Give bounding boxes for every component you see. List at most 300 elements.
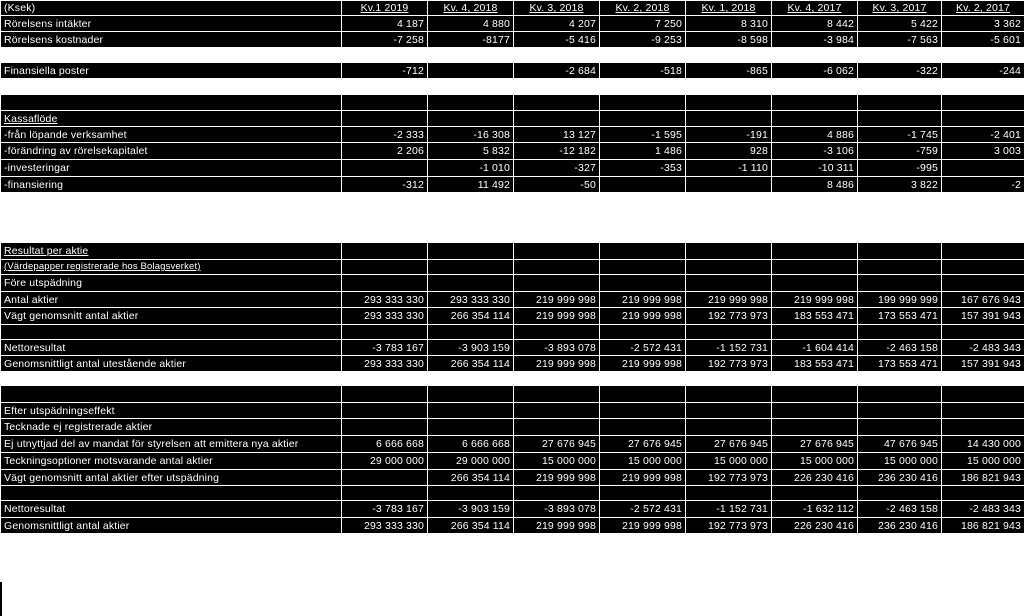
- empty-cell: [342, 95, 428, 111]
- value-cell: 15 000 000: [600, 453, 686, 470]
- empty-cell: [858, 243, 942, 260]
- value-cell: 219 999 998: [686, 292, 772, 308]
- section-title: Efter utspädningseffekt: [1, 403, 342, 419]
- empty-cell: [428, 403, 514, 419]
- empty-cell: [514, 486, 600, 501]
- value-cell: 226 230 416: [772, 518, 858, 534]
- empty-cell: [858, 419, 942, 436]
- empty-cell: [858, 325, 942, 340]
- empty-cell: [772, 386, 858, 403]
- empty-cell: [942, 95, 1024, 111]
- empty-cell: [772, 486, 858, 501]
- value-cell: 928: [686, 143, 772, 160]
- value-cell: 7 250: [600, 16, 686, 32]
- value-cell: [942, 160, 1024, 177]
- empty-cell: [1, 386, 342, 403]
- unit-label: (Ksek): [1, 1, 342, 16]
- empty-cell: [342, 403, 428, 419]
- value-cell: 266 354 114: [428, 518, 514, 534]
- empty-cell: [772, 111, 858, 127]
- period-header: Kv. 4, 2018: [428, 1, 514, 16]
- empty-cell: [858, 486, 942, 501]
- value-cell: 186 821 943: [942, 470, 1024, 486]
- value-cell: -2 463 158: [858, 501, 942, 518]
- empty-cell: [600, 486, 686, 501]
- value-cell: 236 230 416: [858, 518, 942, 534]
- value-cell: [342, 160, 428, 177]
- period-header: Kv. 2, 2017: [942, 1, 1024, 16]
- value-cell: 219 999 998: [514, 292, 600, 308]
- value-cell: -3 903 159: [428, 501, 514, 518]
- empty-cell: [686, 486, 772, 501]
- empty-cell: [514, 403, 600, 419]
- value-cell: 4 880: [428, 16, 514, 32]
- row-label: Genomsnittligt antal utestående aktier: [1, 356, 342, 372]
- spacer-cell: [514, 193, 600, 243]
- row-label: -förändring av rörelsekapitalet: [1, 143, 342, 160]
- spacer-cell: [942, 193, 1024, 243]
- value-cell: -12 182: [514, 143, 600, 160]
- spacer-cell: [942, 48, 1024, 63]
- value-cell: -3 783 167: [342, 501, 428, 518]
- spacer-cell: [858, 372, 942, 386]
- table-row: [1, 356, 1024, 372]
- value-cell: 183 553 471: [772, 356, 858, 372]
- empty-cell: [428, 486, 514, 501]
- value-cell: 293 333 330: [428, 292, 514, 308]
- empty-cell: [858, 275, 942, 292]
- empty-cell: [686, 386, 772, 403]
- empty-cell: [686, 275, 772, 292]
- value-cell: -1 152 731: [686, 501, 772, 518]
- empty-cell: [600, 111, 686, 127]
- value-cell: 226 230 416: [772, 470, 858, 486]
- spacer-cell: [342, 79, 428, 95]
- empty-cell: [600, 403, 686, 419]
- empty-cell: [772, 260, 858, 275]
- empty-cell: [686, 325, 772, 340]
- spacer-cell: [600, 372, 686, 386]
- value-cell: -995: [858, 160, 942, 177]
- section-title: Kassaflöde: [1, 111, 342, 127]
- value-cell: 3 362: [942, 16, 1024, 32]
- spacer-cell: [342, 48, 428, 63]
- value-cell: 219 999 998: [600, 356, 686, 372]
- empty-cell: [600, 260, 686, 275]
- spacer-row: [1, 48, 1024, 63]
- value-cell: 4 187: [342, 16, 428, 32]
- table-row: [1, 308, 1024, 325]
- empty-cell: [514, 243, 600, 260]
- spacer-cell: [342, 372, 428, 386]
- empty-cell: [686, 260, 772, 275]
- empty-cell: [514, 386, 600, 403]
- empty-cell: [428, 419, 514, 436]
- spacer-cell: [1, 372, 342, 386]
- table-row: [1, 127, 1024, 143]
- spacer-cell: [942, 372, 1024, 386]
- value-cell: 15 000 000: [772, 453, 858, 470]
- value-cell: 11 492: [428, 177, 514, 193]
- empty-cell: [942, 275, 1024, 292]
- value-cell: -1 632 112: [772, 501, 858, 518]
- spacer-row: [1, 372, 1024, 386]
- row-label: -finansiering: [1, 177, 342, 193]
- value-cell: 1 486: [600, 143, 686, 160]
- value-cell: -6 062: [772, 63, 858, 79]
- spacer-cell: [772, 372, 858, 386]
- value-cell: -3 893 078: [514, 501, 600, 518]
- value-cell: 3 003: [942, 143, 1024, 160]
- header-row: [1, 1, 1024, 16]
- empty-cell: [600, 243, 686, 260]
- empty-cell: [514, 275, 600, 292]
- period-header: Kv. 3, 2017: [858, 1, 942, 16]
- table-row: [1, 470, 1024, 486]
- value-cell: [428, 63, 514, 79]
- table-row: [1, 160, 1024, 177]
- empty-cell: [428, 111, 514, 127]
- empty-cell: [942, 403, 1024, 419]
- empty-cell: [600, 95, 686, 111]
- value-cell: -7 563: [858, 32, 942, 48]
- empty-cell: [686, 111, 772, 127]
- empty-row: [1, 95, 1024, 111]
- value-cell: 15 000 000: [942, 453, 1024, 470]
- value-cell: -8 598: [686, 32, 772, 48]
- value-cell: -759: [858, 143, 942, 160]
- row-label: Finansiella poster: [1, 63, 342, 79]
- spacer-cell: [858, 79, 942, 95]
- value-cell: 183 553 471: [772, 308, 858, 325]
- empty-cell: [514, 419, 600, 436]
- value-cell: -1 745: [858, 127, 942, 143]
- empty-cell: [428, 386, 514, 403]
- empty-cell: [686, 403, 772, 419]
- period-header: Kv. 3, 2018: [514, 1, 600, 16]
- value-cell: 6 666 668: [428, 436, 514, 453]
- empty-cell: [428, 260, 514, 275]
- value-cell: -5 416: [514, 32, 600, 48]
- value-cell: 199 999 999: [858, 292, 942, 308]
- value-cell: 5 422: [858, 16, 942, 32]
- value-cell: -2 572 431: [600, 340, 686, 356]
- value-cell: [600, 177, 686, 193]
- value-cell: 8 442: [772, 16, 858, 32]
- value-cell: -2 401: [942, 127, 1024, 143]
- row-label: -investeringar: [1, 160, 342, 177]
- row-label: Nettoresultat: [1, 501, 342, 518]
- spacer-cell: [1, 193, 342, 243]
- period-header: Kv. 1, 2018: [686, 1, 772, 16]
- value-cell: 219 999 998: [514, 308, 600, 325]
- value-cell: -327: [514, 160, 600, 177]
- spacer-cell: [858, 48, 942, 63]
- spacer-cell: [342, 193, 428, 243]
- spacer-row: [1, 79, 1024, 95]
- empty-cell: [342, 260, 428, 275]
- value-cell: 293 333 330: [342, 356, 428, 372]
- spacer-cell: [686, 372, 772, 386]
- value-cell: -3 903 159: [428, 340, 514, 356]
- row-label: Vägt genomsnitt antal aktier: [1, 308, 342, 325]
- spacer-cell: [514, 48, 600, 63]
- spacer-cell: [600, 48, 686, 63]
- value-cell: -3 893 078: [514, 340, 600, 356]
- table-row: [1, 32, 1024, 48]
- spacer-cell: [514, 79, 600, 95]
- section-title: Resultat per aktie: [1, 243, 342, 260]
- value-cell: 219 999 998: [600, 518, 686, 534]
- value-cell: -7 258: [342, 32, 428, 48]
- empty-cell: [686, 95, 772, 111]
- empty-cell: [342, 486, 428, 501]
- value-cell: -322: [858, 63, 942, 79]
- value-cell: 27 676 945: [772, 436, 858, 453]
- section-title: (Värdepapper registrerade hos Bolagsverket): [1, 260, 342, 275]
- section-title-row: [1, 243, 1024, 260]
- empty-cell: [342, 243, 428, 260]
- empty-cell: [858, 111, 942, 127]
- value-cell: -1 595: [600, 127, 686, 143]
- value-cell: 15 000 000: [514, 453, 600, 470]
- value-cell: 5 832: [428, 143, 514, 160]
- empty-cell: [942, 486, 1024, 501]
- empty-cell: [772, 95, 858, 111]
- spacer-cell: [514, 372, 600, 386]
- value-cell: 47 676 945: [858, 436, 942, 453]
- value-cell: -865: [686, 63, 772, 79]
- value-cell: 219 999 998: [514, 518, 600, 534]
- empty-cell: [428, 325, 514, 340]
- value-cell: -2 483 343: [942, 501, 1024, 518]
- row-label: Teckningsoptioner motsvarande antal aktier: [1, 453, 342, 470]
- value-cell: -712: [342, 63, 428, 79]
- row-label: Vägt genomsnitt antal aktier efter utspädning: [1, 470, 342, 486]
- value-cell: -2: [942, 177, 1024, 193]
- value-cell: 29 000 000: [428, 453, 514, 470]
- value-cell: 219 999 998: [600, 470, 686, 486]
- value-cell: 8 310: [686, 16, 772, 32]
- spacer-cell: [686, 79, 772, 95]
- empty-cell: [1, 95, 342, 111]
- value-cell: -191: [686, 127, 772, 143]
- row-label: Nettoresultat: [1, 340, 342, 356]
- value-cell: 27 676 945: [686, 436, 772, 453]
- value-cell: -2 684: [514, 63, 600, 79]
- table-row: [1, 501, 1024, 518]
- value-cell: 293 333 330: [342, 518, 428, 534]
- table-row: [1, 16, 1024, 32]
- value-cell: -3 984: [772, 32, 858, 48]
- spacer-row: [1, 193, 1024, 243]
- value-cell: 173 553 471: [858, 308, 942, 325]
- section-title-row: [1, 275, 1024, 292]
- spacer-cell: [600, 193, 686, 243]
- table-row: [1, 292, 1024, 308]
- value-cell: 186 821 943: [942, 518, 1024, 534]
- empty-cell: [514, 95, 600, 111]
- value-cell: -1 110: [686, 160, 772, 177]
- empty-cell: [514, 111, 600, 127]
- left-border-line: [0, 582, 2, 616]
- spacer-cell: [600, 79, 686, 95]
- spacer-cell: [428, 193, 514, 243]
- value-cell: 266 354 114: [428, 356, 514, 372]
- value-cell: -1 152 731: [686, 340, 772, 356]
- period-header: Kv. 2, 2018: [600, 1, 686, 16]
- empty-cell: [942, 111, 1024, 127]
- empty-cell: [858, 386, 942, 403]
- section-title: Tecknade ej registrerade aktier: [1, 419, 342, 436]
- value-cell: 14 430 000: [942, 436, 1024, 453]
- section-title: Före utspädning: [1, 275, 342, 292]
- value-cell: -16 308: [428, 127, 514, 143]
- empty-cell: [772, 403, 858, 419]
- value-cell: 4 886: [772, 127, 858, 143]
- empty-cell: [1, 486, 342, 501]
- section-title-row: [1, 419, 1024, 436]
- empty-cell: [772, 325, 858, 340]
- empty-cell: [942, 386, 1024, 403]
- table-row: [1, 177, 1024, 193]
- empty-cell: [342, 325, 428, 340]
- spacer-cell: [686, 48, 772, 63]
- table-row: [1, 436, 1024, 453]
- value-cell: 192 773 973: [686, 470, 772, 486]
- value-cell: 219 999 998: [600, 308, 686, 325]
- value-cell: -10 311: [772, 160, 858, 177]
- value-cell: 192 773 973: [686, 356, 772, 372]
- value-cell: 219 999 998: [600, 292, 686, 308]
- table-row: [1, 63, 1024, 79]
- empty-row: [1, 486, 1024, 501]
- empty-row: [1, 386, 1024, 403]
- value-cell: 4 207: [514, 16, 600, 32]
- value-cell: 8 486: [772, 177, 858, 193]
- value-cell: 27 676 945: [600, 436, 686, 453]
- empty-cell: [342, 419, 428, 436]
- value-cell: [686, 177, 772, 193]
- value-cell: -244: [942, 63, 1024, 79]
- value-cell: 219 999 998: [514, 356, 600, 372]
- value-cell: -312: [342, 177, 428, 193]
- empty-cell: [772, 419, 858, 436]
- value-cell: -1 604 414: [772, 340, 858, 356]
- spacer-cell: [772, 79, 858, 95]
- section-title-row: [1, 111, 1024, 127]
- value-cell: -1 010: [428, 160, 514, 177]
- value-cell: 266 354 114: [428, 470, 514, 486]
- value-cell: 219 999 998: [514, 470, 600, 486]
- value-cell: -2 333: [342, 127, 428, 143]
- period-header: Kv. 4, 2017: [772, 1, 858, 16]
- value-cell: 167 676 943: [942, 292, 1024, 308]
- empty-cell: [428, 95, 514, 111]
- empty-cell: [342, 275, 428, 292]
- empty-cell: [342, 111, 428, 127]
- value-cell: 157 391 943: [942, 356, 1024, 372]
- empty-cell: [858, 260, 942, 275]
- spacer-cell: [772, 48, 858, 63]
- empty-cell: [858, 95, 942, 111]
- value-cell: [342, 470, 428, 486]
- spacer-cell: [686, 193, 772, 243]
- empty-cell: [686, 243, 772, 260]
- value-cell: 192 773 973: [686, 518, 772, 534]
- value-cell: 266 354 114: [428, 308, 514, 325]
- value-cell: 293 333 330: [342, 308, 428, 325]
- table-row: [1, 340, 1024, 356]
- value-cell: -518: [600, 63, 686, 79]
- empty-cell: [942, 243, 1024, 260]
- value-cell: 293 333 330: [342, 292, 428, 308]
- spacer-cell: [428, 79, 514, 95]
- value-cell: -3 783 167: [342, 340, 428, 356]
- row-label: Rörelsens kostnader: [1, 32, 342, 48]
- value-cell: 173 553 471: [858, 356, 942, 372]
- value-cell: 13 127: [514, 127, 600, 143]
- value-cell: -2 463 158: [858, 340, 942, 356]
- empty-cell: [858, 403, 942, 419]
- empty-cell: [600, 419, 686, 436]
- period-header: Kv.1 2019: [342, 1, 428, 16]
- value-cell: -2 483 343: [942, 340, 1024, 356]
- empty-cell: [428, 275, 514, 292]
- value-cell: 192 773 973: [686, 308, 772, 325]
- table-row: [1, 518, 1024, 534]
- empty-cell: [514, 325, 600, 340]
- value-cell: -2 572 431: [600, 501, 686, 518]
- row-label: Rörelsens intäkter: [1, 16, 342, 32]
- value-cell: 2 206: [342, 143, 428, 160]
- value-cell: 6 666 668: [342, 436, 428, 453]
- empty-cell: [942, 260, 1024, 275]
- section-title-row: [1, 403, 1024, 419]
- value-cell: 29 000 000: [342, 453, 428, 470]
- spacer-cell: [772, 193, 858, 243]
- spacer-cell: [942, 79, 1024, 95]
- empty-cell: [772, 243, 858, 260]
- spacer-cell: [1, 79, 342, 95]
- table-row: [1, 453, 1024, 470]
- spacer-cell: [428, 48, 514, 63]
- spacer-cell: [1, 48, 342, 63]
- value-cell: 27 676 945: [514, 436, 600, 453]
- value-cell: 15 000 000: [858, 453, 942, 470]
- spacer-cell: [858, 193, 942, 243]
- empty-cell: [600, 386, 686, 403]
- value-cell: 15 000 000: [686, 453, 772, 470]
- row-label: Antal aktier: [1, 292, 342, 308]
- value-cell: -3 106: [772, 143, 858, 160]
- empty-cell: [600, 325, 686, 340]
- empty-cell: [772, 275, 858, 292]
- row-label: Ej utnyttjad del av mandat för styrelsen att emittera nya aktier: [1, 436, 342, 453]
- value-cell: -8177: [428, 32, 514, 48]
- empty-cell: [514, 260, 600, 275]
- empty-row: [1, 325, 1024, 340]
- value-cell: 219 999 998: [772, 292, 858, 308]
- row-label: -från löpande verksamhet: [1, 127, 342, 143]
- row-label: Genomsnittligt antal aktier: [1, 518, 342, 534]
- empty-cell: [428, 243, 514, 260]
- spacer-cell: [428, 372, 514, 386]
- value-cell: 236 230 416: [858, 470, 942, 486]
- value-cell: -5 601: [942, 32, 1024, 48]
- value-cell: 157 391 943: [942, 308, 1024, 325]
- empty-cell: [600, 275, 686, 292]
